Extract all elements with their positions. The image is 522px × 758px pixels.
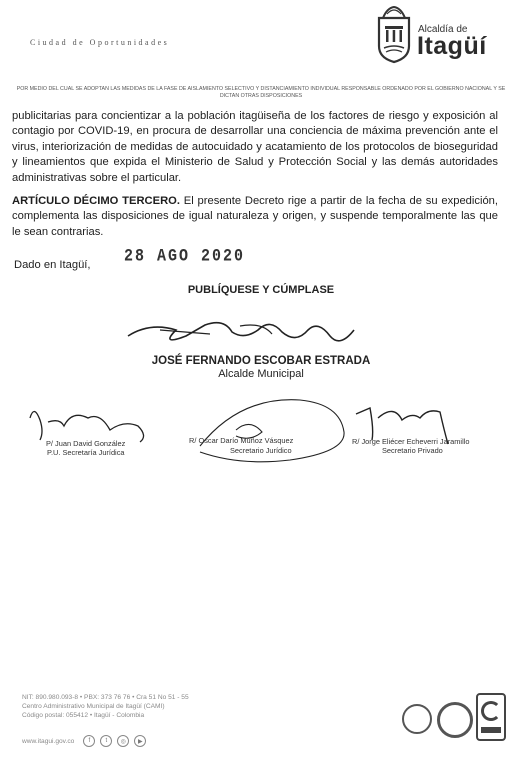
article-heading: ARTÍCULO DÉCIMO TERCERO. [12, 195, 180, 207]
iso-certification-icon [476, 693, 506, 741]
instagram-icon[interactable]: ◎ [117, 735, 129, 747]
reviewer-2-line2: Secretario Jurídico [230, 446, 292, 455]
decree-subject: POR MEDIO DEL CUAL SE ADOPTAN LAS MEDIDAS DE LA FASE DE AISLAMIENTO SELECTIVO Y DISTANCIAMIENTO INDIVIDUAL RESPONSABLE ORDENADO POR EL GOBIERNO NACIONAL Y SE DICTAN OTRAS DISPOSICIONES [16, 86, 506, 99]
facebook-icon[interactable]: f [83, 735, 95, 747]
footer-social [22, 735, 146, 747]
quality-seal-icon [437, 702, 473, 738]
date-stamp: 28 AGO 2020 [124, 246, 246, 267]
logo-text-alcaldia: Alcaldía de [418, 24, 468, 35]
reviewer-1-line1: P/ Juan David González [46, 439, 126, 448]
publiquese-heading: PUBLÍQUESE Y CÚMPLASE [187, 284, 335, 296]
footer-line2: Centro Administrativo Municipal de Itagüí (CAMI) [22, 703, 165, 711]
logo-text-itagui: Itagüí [417, 32, 487, 60]
certification-seal-icon [402, 704, 432, 734]
article-text: El presente Decreto rige a partir de la fecha de su expedición, complementa las disposiciones de igual naturaleza y origen, y suspende temporalmente las que le sean contrarias. [12, 195, 498, 238]
reviewer-2-line1: R/ Oscar Darío Muñoz Vásquez [189, 436, 294, 445]
website-link[interactable]: www.itagui.gov.co [22, 737, 75, 745]
reviewer-3-line2: Secretario Privado [382, 446, 443, 455]
paragraph-body: publicitarias para concientizar a la población itagüiseña de los factores de riesgo y exposición al contagio por COVID-19, en procura de desarrollar una conciencia de máxima prevención ante el virus, interiorización de medidas de autocuidado y acatamiento de los protocolos de bioseguridad y lineamientos que expida el Ministerio de Salud y Protección Social y las demás autoridades administrativas sobre el particular. [12, 110, 498, 184]
footer-line1: NIT: 890.980.093-8 • PBX: 373 76 76 • Cra 51 No 51 - 55 [22, 694, 189, 701]
reviewer-1-line2: P.U. Secretaría Jurídica [47, 448, 125, 457]
signer-role: Alcalde Municipal [218, 368, 304, 380]
reviewer-1-signature [30, 411, 144, 442]
youtube-icon[interactable]: ▶ [134, 735, 146, 747]
footer-line3: Código postal: 055412 • Itagüí - Colombia [22, 712, 145, 720]
header-motto: Ciudad de Oportunidades [30, 38, 170, 47]
signer-name: JOSÉ FERNANDO ESCOBAR ESTRADA [151, 355, 371, 367]
twitter-icon[interactable]: t [100, 735, 112, 747]
dado-en-label: Dado en Itagüí, [14, 259, 91, 271]
reviewer-3-line1: R/ Jorge Eliécer Echeverri Jaramillo [352, 437, 470, 446]
footer-address [22, 693, 189, 721]
